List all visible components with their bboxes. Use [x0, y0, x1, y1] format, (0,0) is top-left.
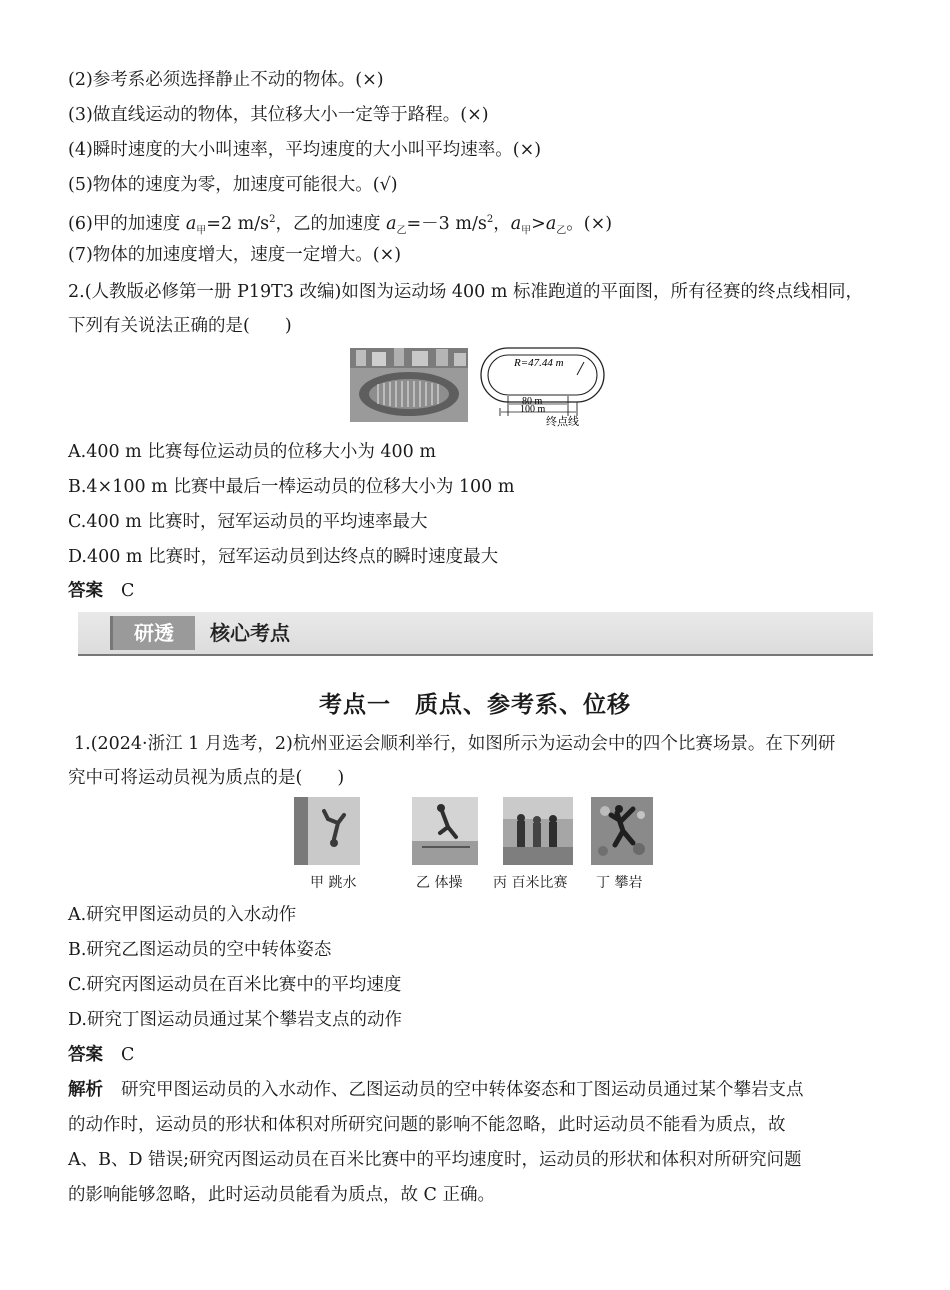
q2-option-a: A.400 m 比赛每位运动员的位移大小为 400 m: [68, 442, 436, 462]
q2-option-c: C.400 m 比赛时，冠军运动员的平均速率最大: [68, 512, 428, 532]
answer-value: C: [121, 1045, 135, 1065]
length-100-label: 100 m: [520, 404, 546, 415]
q1-option-d: D.研究丁图运动员通过某个攀岩支点的动作: [68, 1010, 402, 1030]
caption-gymnastics: 乙 体操: [416, 875, 463, 891]
q1-option-a: A.研究甲图运动员的入水动作: [68, 905, 297, 925]
diving-photo: [294, 797, 360, 865]
q1-option-c: C.研究丙图运动员在百米比赛中的平均速度: [68, 975, 402, 995]
section-tag: 研透: [110, 616, 195, 650]
q2-option-d: D.400 m 比赛时，冠军运动员到达终点的瞬时速度最大: [68, 547, 499, 567]
sprint-photo: [503, 797, 573, 865]
answer-label: 答案: [68, 1045, 103, 1065]
judgment-2: (2)参考系必须选择静止不动的物体。(×): [68, 70, 384, 90]
caption-climbing: 丁 攀岩: [596, 875, 643, 891]
caption-sprint: 丙 百米比赛: [493, 875, 568, 891]
gymnastics-photo: [412, 797, 478, 865]
length-80-label: 80 m: [522, 396, 543, 407]
q2-answer: [68, 579, 134, 603]
caption-diving: 甲 跳水: [310, 875, 357, 891]
stadium-photo: [350, 348, 468, 422]
finish-line-label: 终点线: [546, 415, 579, 428]
analysis-line4: 的影响能够忽略，此时运动员能看为质点，故 C 正确。: [68, 1185, 496, 1205]
analysis-line3: A、B、D 错误;研究丙图运动员在百米比赛中的平均速度时，运动员的形状和体积对所研究问题: [68, 1150, 802, 1170]
judgment-6: (6)甲的加速度 $a_甲=2$ $m/s^2$，乙的加速度 $a_乙=-3$ $m/s^2$，$a_甲>a_乙$。(×): [68, 213, 613, 237]
climbing-photo: [591, 797, 653, 865]
judgment-5: (5)物体的速度为零，加速度可能很大。(√): [68, 175, 398, 195]
track-diagram: [480, 344, 605, 430]
section-banner: [78, 612, 873, 656]
analysis-line2: 的动作时，运动员的形状和体积对所研究问题的影响不能忽略，此时运动员不能看为质点，故: [68, 1115, 786, 1135]
section-title: 核心考点: [210, 621, 290, 645]
question-1-stem-line1: 1.(2024·浙江 1 月选考，2)杭州亚运会顺利举行，如图所示为运动会中的四个比赛场景。在下列研: [74, 734, 836, 754]
question-2-stem-line1: 2.(人教版必修第一册 P19T3 改编)如图为运动场 400 m 标准跑道的平面图，所有径赛的终点线相同，: [68, 282, 864, 302]
judgment-7: (7)物体的加速度增大，速度一定增大。(×): [68, 245, 402, 265]
radius-label: R=47.44 m: [514, 357, 564, 369]
q2-option-b: B.4×100 m 比赛中最后一棒运动员的位移大小为 100 m: [68, 477, 515, 497]
analysis-label: 解析: [68, 1080, 103, 1100]
q1-option-b: B.研究乙图运动员的空中转体姿态: [68, 940, 332, 960]
answer-label: 答案: [68, 581, 103, 601]
q1-answer: [68, 1043, 134, 1067]
judgment-3: (3)做直线运动的物体，其位移大小一定等于路程。(×): [68, 105, 489, 125]
question-1-stem-line2: 究中可将运动员视为质点的是( ): [68, 768, 345, 788]
answer-value: C: [121, 581, 135, 601]
judgment-4: (4)瞬时速度的大小叫速率，平均速度的大小叫平均速率。(×): [68, 140, 542, 160]
question-2-stem-line2: 下列有关说法正确的是( ): [68, 316, 292, 336]
analysis-line1: 解析 研究甲图运动员的入水动作、乙图运动员的空中转体姿态和丁图运动员通过某个攀岩支点: [68, 1080, 804, 1100]
topic-title: 考点一 质点、参考系、位移: [319, 692, 631, 718]
